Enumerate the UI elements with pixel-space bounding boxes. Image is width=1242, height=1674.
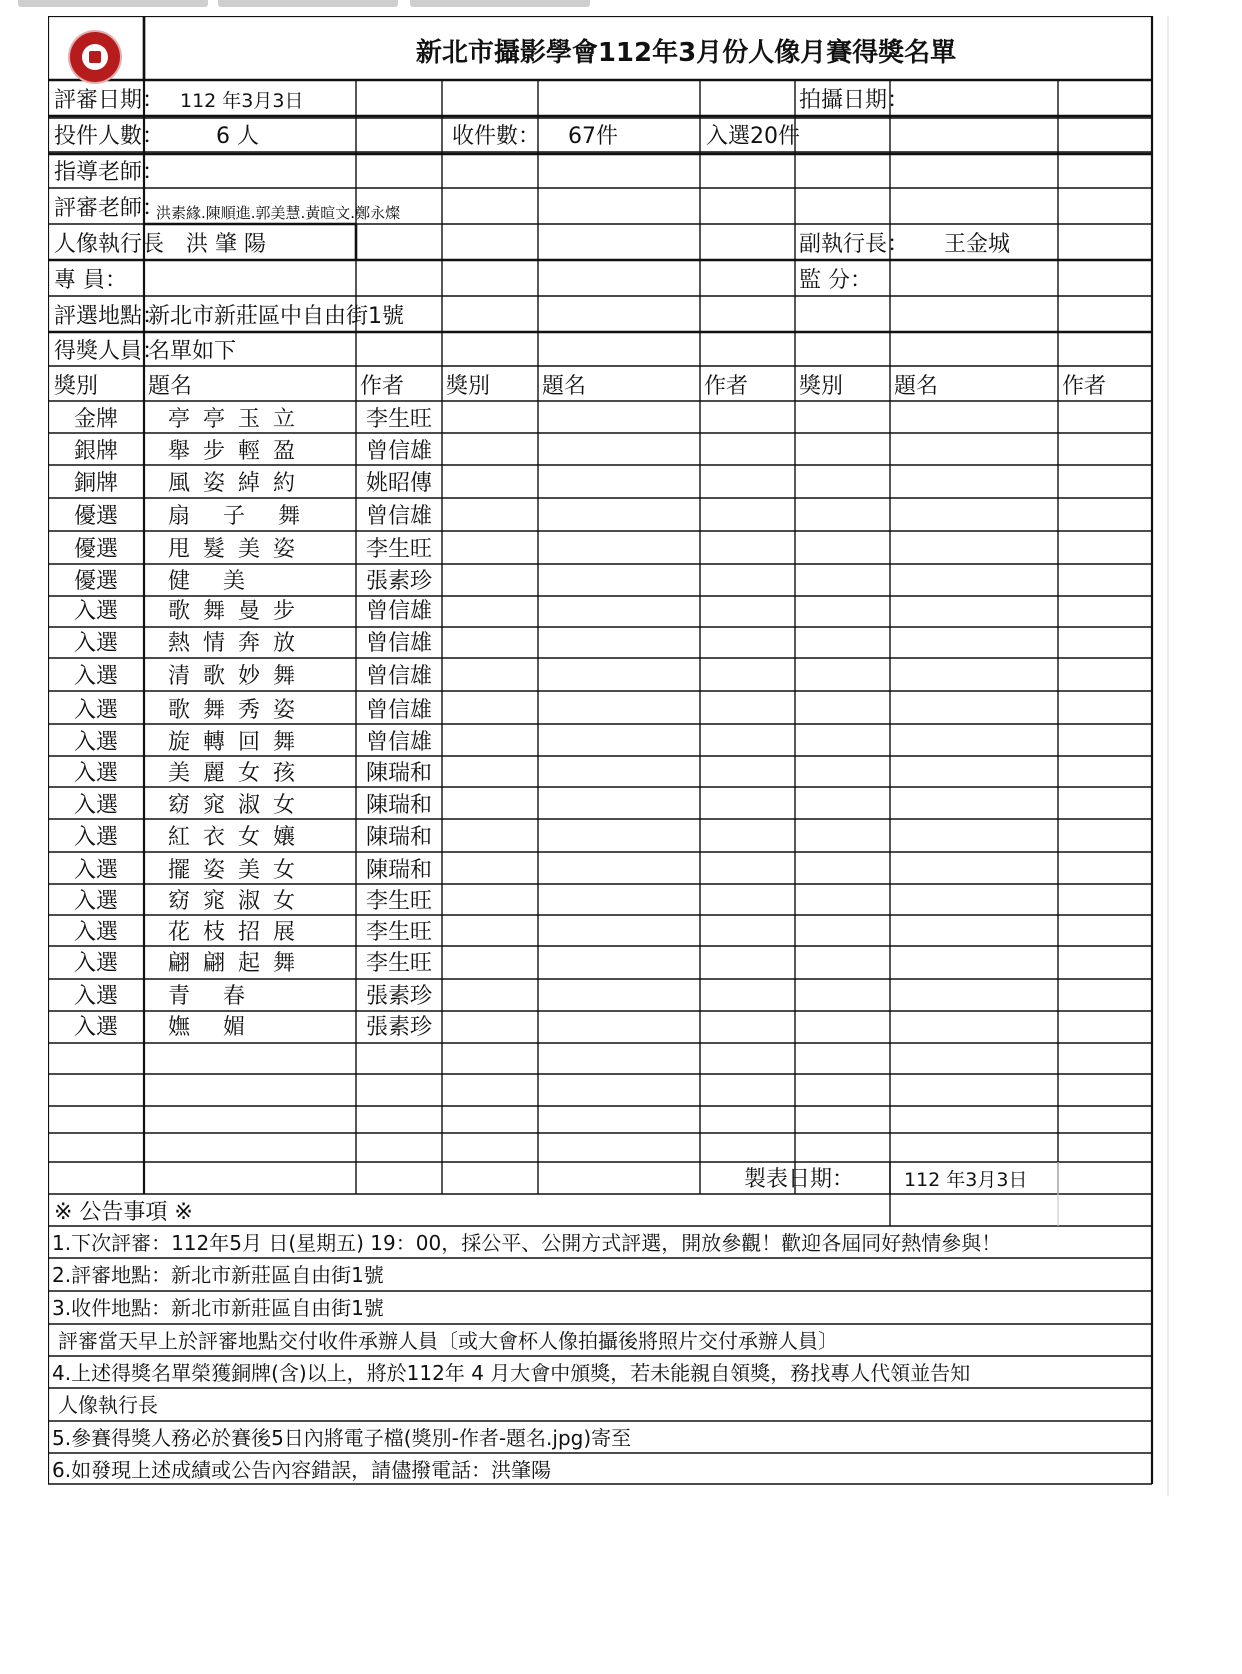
title-cell: 歌舞秀姿 bbox=[168, 698, 309, 723]
title-cell: 窈窕淑女 bbox=[168, 793, 309, 818]
award-cell: 入選 bbox=[73, 761, 119, 786]
author-cell: 姚昭傳 bbox=[366, 471, 433, 496]
received-label: 收件數： bbox=[452, 124, 541, 149]
title-cell: 健 美 bbox=[168, 569, 258, 594]
portrait-exec-name: 洪 肇 陽 bbox=[186, 232, 266, 257]
col-header-title-2: 題名 bbox=[542, 374, 587, 399]
author-cell: 陳瑞和 bbox=[366, 761, 433, 786]
title-cell: 美麗女孩 bbox=[168, 761, 309, 786]
title-cell: 甩髮美姿 bbox=[168, 537, 309, 562]
notice-line: 4.上述得獎名單榮獲銅牌(含)以上，將於112年 4 月大會中頒獎，若未能親自領獎，務找專人代領並告知 bbox=[52, 1361, 971, 1385]
col-header-award-3: 獎別 bbox=[799, 374, 844, 399]
notice-title: ※ 公告事項 ※ bbox=[54, 1200, 193, 1225]
award-cell: 入選 bbox=[73, 698, 119, 723]
author-cell: 李生旺 bbox=[366, 889, 433, 914]
award-cell: 優選 bbox=[73, 569, 119, 594]
advisor-label: 指導老師： bbox=[54, 160, 165, 185]
title-cell: 亭亭玉立 bbox=[168, 407, 309, 432]
made-date-label: 製表日期： bbox=[744, 1167, 855, 1192]
author-cell: 曾信雄 bbox=[366, 664, 433, 689]
scan-edge-tabs bbox=[18, 0, 618, 8]
title-cell: 嫵 媚 bbox=[168, 1015, 258, 1040]
award-cell: 入選 bbox=[73, 858, 119, 883]
author-cell: 張素珍 bbox=[366, 1015, 433, 1040]
award-cell: 入選 bbox=[73, 599, 119, 624]
title-cell: 熱情奔放 bbox=[168, 631, 309, 656]
title-cell: 扇 子 舞 bbox=[168, 504, 313, 529]
author-cell: 陳瑞和 bbox=[366, 825, 433, 850]
col-header-award-1: 獎別 bbox=[54, 374, 99, 399]
winners-label: 得獎人員： bbox=[54, 339, 165, 364]
author-cell: 陳瑞和 bbox=[366, 793, 433, 818]
title-cell: 窈窕淑女 bbox=[168, 889, 309, 914]
author-cell: 張素珍 bbox=[366, 569, 433, 594]
venue-address: 新北市新莊區中自由街1號 bbox=[148, 304, 404, 329]
author-cell: 曾信雄 bbox=[366, 504, 433, 529]
notice-line: 3.收件地點：新北市新莊區自由街1號 bbox=[52, 1296, 384, 1320]
judges-label: 評審老師： bbox=[54, 196, 165, 221]
award-cell: 入選 bbox=[73, 984, 119, 1009]
title-cell: 清歌妙舞 bbox=[168, 664, 309, 689]
title-cell: 擺姿美女 bbox=[168, 858, 309, 883]
vice-exec-label: 副執行長： bbox=[799, 232, 910, 257]
author-cell: 曾信雄 bbox=[366, 698, 433, 723]
notice-line: 評審當天早上於評審地點交付收件承辦人員〔或大會杯人像拍攝後將照片交付承辦人員〕 bbox=[58, 1329, 838, 1353]
author-cell: 曾信雄 bbox=[366, 439, 433, 464]
award-cell: 金牌 bbox=[73, 407, 119, 432]
award-cell: 銀牌 bbox=[73, 439, 119, 464]
title-cell: 青 春 bbox=[168, 984, 258, 1009]
col-header-title-3: 題名 bbox=[894, 374, 939, 399]
vice-exec-name: 王金城 bbox=[944, 232, 1011, 257]
portrait-exec-label: 人像執行長 bbox=[54, 232, 165, 257]
award-cell: 入選 bbox=[73, 664, 119, 689]
award-cell: 入選 bbox=[73, 920, 119, 945]
judge-date: 112 年3月3日 bbox=[180, 90, 304, 112]
winners-note: 名單如下 bbox=[148, 339, 237, 364]
title-cell: 旋轉回舞 bbox=[168, 730, 309, 755]
notice-line: 6.如發現上述成績或公告內容錯誤，請儘撥電話：洪肇陽 bbox=[52, 1458, 552, 1482]
author-cell: 陳瑞和 bbox=[366, 858, 433, 883]
author-cell: 曾信雄 bbox=[366, 599, 433, 624]
received-count: 67件 bbox=[568, 124, 618, 149]
award-cell: 入選 bbox=[73, 951, 119, 976]
notice-line: 人像執行長 bbox=[58, 1393, 158, 1417]
title-cell: 歌舞曼步 bbox=[168, 599, 309, 624]
col-header-author-3: 作者 bbox=[1062, 374, 1107, 399]
author-cell: 張素珍 bbox=[366, 984, 433, 1009]
scoring-label: 監 分： bbox=[799, 268, 872, 293]
award-cell: 優選 bbox=[73, 537, 119, 562]
author-cell: 李生旺 bbox=[366, 951, 433, 976]
venue-label: 評選地點： bbox=[54, 304, 165, 329]
author-cell: 曾信雄 bbox=[366, 631, 433, 656]
award-cell: 入選 bbox=[73, 825, 119, 850]
shoot-date-label: 拍攝日期： bbox=[799, 88, 910, 113]
author-cell: 曾信雄 bbox=[366, 730, 433, 755]
notice-line: 2.評審地點：新北市新莊區自由街1號 bbox=[52, 1263, 384, 1287]
judges-names: 洪素緣.陳順進.郭美慧.黃暄文.鄭永燦 bbox=[156, 204, 401, 222]
judge-date-label: 評審日期： bbox=[54, 88, 165, 113]
page-title: 新北市攝影學會112年3月份人像月賽得獎名單 bbox=[415, 38, 957, 68]
title-cell: 翩翩起舞 bbox=[168, 951, 309, 976]
selected-count: 入選20件 bbox=[706, 124, 800, 149]
title-cell: 舉步輕盈 bbox=[168, 439, 309, 464]
award-sheet bbox=[48, 16, 1228, 1586]
entrants-label: 投件人數： bbox=[54, 124, 165, 149]
made-date: 112 年3月3日 bbox=[904, 1169, 1028, 1191]
notice-line: 5.參賽得獎人務必於賽後5日內將電子檔(獎別-作者-題名.jpg)寄至 bbox=[52, 1426, 632, 1450]
award-cell: 優選 bbox=[73, 504, 119, 529]
title-cell: 花枝招展 bbox=[168, 920, 309, 945]
notice-line: 1.下次評審：112年5月 日(星期五) 19：00，採公平、公開方式評選，開放參觀！歡迎各屆同好熱情參與！ bbox=[52, 1231, 1002, 1255]
title-cell: 風姿綽約 bbox=[168, 471, 309, 496]
author-cell: 李生旺 bbox=[366, 407, 433, 432]
author-cell: 李生旺 bbox=[366, 920, 433, 945]
award-cell: 入選 bbox=[73, 1015, 119, 1040]
entrants-count: 6 人 bbox=[216, 124, 259, 149]
award-cell: 入選 bbox=[73, 793, 119, 818]
society-logo bbox=[70, 32, 120, 82]
col-header-title-1: 題名 bbox=[148, 374, 193, 399]
col-header-author-2: 作者 bbox=[704, 374, 749, 399]
staff-label: 專 員： bbox=[54, 268, 127, 293]
award-cell: 銅牌 bbox=[73, 471, 119, 496]
title-cell: 紅衣女孃 bbox=[168, 825, 309, 850]
col-header-award-2: 獎別 bbox=[446, 374, 491, 399]
award-cell: 入選 bbox=[73, 889, 119, 914]
award-cell: 入選 bbox=[73, 631, 119, 656]
author-cell: 李生旺 bbox=[366, 537, 433, 562]
award-cell: 入選 bbox=[73, 730, 119, 755]
col-header-author-1: 作者 bbox=[360, 374, 405, 399]
